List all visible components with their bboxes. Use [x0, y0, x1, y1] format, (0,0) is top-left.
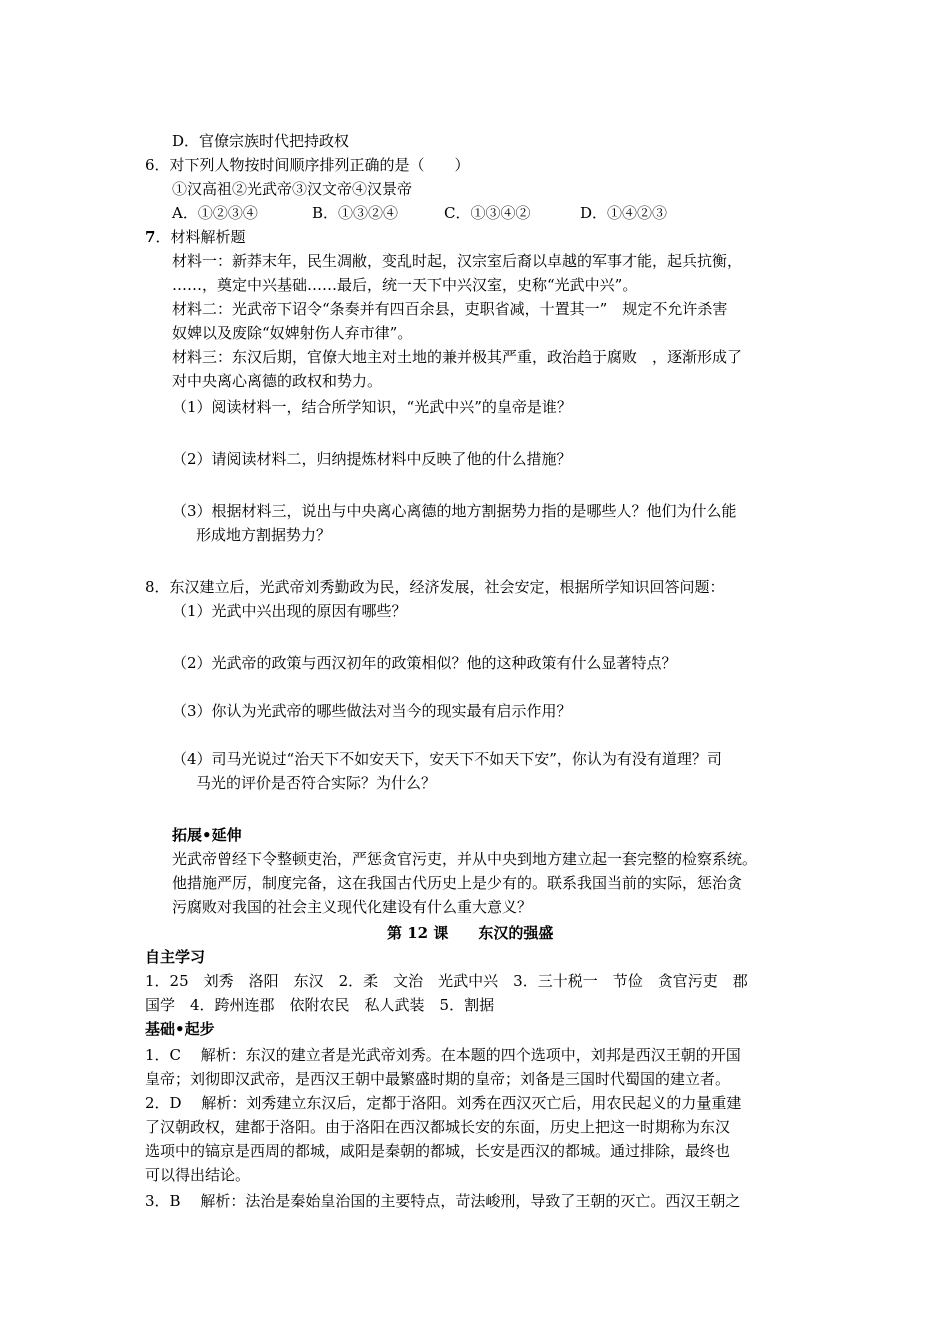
basic-line-4: 了汉朝政权，建都于洛阳。由于洛阳在西汉都城长安的东面，历史上把这一时期称为东汉 [145, 1118, 731, 1136]
q8-subquestion-4-line-2: 马光的评价是否符合实际？为什么？ [196, 774, 437, 792]
q7-title: ．材料解析题 [155, 228, 246, 246]
q7-material-2-line-1: 材料二：光武帝下诏令“条奏并有四百余县，吏职省减，十置其一” 规定不允许杀害 [172, 300, 728, 318]
basic-heading: 基础•起步 [145, 1020, 215, 1038]
extension-line-3: 污腐败对我国的社会主义现代化建设有什么重大意义？ [172, 898, 533, 916]
q7-subquestion-1: （1）阅读材料一，结合所学知识，“光武中兴”的皇帝是谁？ [172, 398, 572, 416]
basic-line-1: 1．C 解析：东汉的建立者是光武帝刘秀。在本题的四个选项中，刘邦是西汉王朝的开国 [145, 1046, 741, 1064]
self-study-heading: 自主学习 [145, 948, 206, 966]
extension-line-2: 他措施严厉，制度完备，这在我国古代历史上是少有的。联系我国当前的实际，惩治贪 [172, 874, 743, 892]
q8-subquestion-4-line-1: （4）司马光说过“治天下不如安天下，安天下不如天下安”，你认为有没有道理？司 [172, 750, 722, 768]
q7-material-1-line-1: 材料一：新莽末年，民生凋敝，变乱时起，汉宗室后裔以卓越的军事才能，起兵抗衡， [172, 252, 743, 270]
q7-number: 7 [145, 228, 156, 246]
q7-material-3-line-1: 材料三：东汉后期，官僚大地主对土地的兼并极其严重，政治趋于腐败 ，逐渐形成了 [172, 348, 743, 366]
q6-option-a: A．①②③④ [172, 204, 258, 222]
basic-line-3: 2．D 解析：刘秀建立东汉后，定都于洛阳。刘秀在西汉灭亡后，用农民起义的力量重建 [145, 1094, 742, 1112]
q5-option-d: D．官僚宗族时代把持政权 [172, 132, 350, 150]
q7-subquestion-3-line-2: 形成地方割据势力？ [196, 526, 332, 544]
self-study-line-2: 国学 4．跨州连郡 依附农民 私人武装 5．割据 [145, 996, 495, 1014]
basic-line-7: 3．B 解析：法治是秦始皇治国的主要特点，苛法峻刑，导致了王朝的灭亡。西汉王朝之 [145, 1192, 741, 1210]
extension-line-1: 光武帝曾经下令整顿吏治，严惩贪官污吏，并从中央到地方建立起一套完整的检察系统。 [172, 850, 758, 868]
q7-heading [145, 226, 245, 248]
q6-stem: 6．对下列人物按时间顺序排列正确的是（ ） [145, 156, 470, 174]
q7-material-2-line-2: 奴婢以及废除“奴婢射伤人弃市律”。 [172, 324, 413, 342]
q6-option-d: D．①④②③ [580, 204, 668, 222]
q7-subquestion-3-line-1: （3）根据材料三，说出与中央离心离德的地方割据势力指的是哪些人？他们为什么能 [172, 502, 737, 520]
q8-subquestion-2: （2）光武帝的政策与西汉初年的政策相似？他的这种政策有什么显著特点？ [172, 654, 677, 672]
q8-subquestion-1: （1）光武中兴出现的原因有哪些？ [172, 602, 407, 620]
basic-line-6: 可以得出结论。 [145, 1166, 251, 1184]
basic-line-5: 选项中的镐京是西周的都城，咸阳是秦朝的都城，长安是西汉的都城。通过排除，最终也 [145, 1142, 731, 1160]
q7-material-1-line-2: ……，奠定中兴基础……最后，统一天下中兴汉室，史称“光武中兴”。 [172, 276, 638, 294]
q6-items: ①汉高祖②光武帝③汉文帝④汉景帝 [172, 180, 413, 198]
basic-line-2: 皇帝；刘彻即汉武帝，是西汉王朝中最繁盛时期的皇帝；刘备是三国时代蜀国的建立者。 [145, 1070, 731, 1088]
q7-material-3-line-2: 对中央离心离德的政权和势力。 [172, 372, 383, 390]
q7-subquestion-2: （2）请阅读材料二，归纳提炼材料中反映了他的什么措施？ [172, 450, 572, 468]
q6-option-b: B．①③②④ [312, 204, 399, 222]
extension-heading: 拓展•延伸 [172, 826, 242, 844]
q8-subquestion-3: （3）你认为光武帝的哪些做法对当今的现实最有启示作用？ [172, 702, 572, 720]
lesson-title: 第 12 课 东汉的强盛 [387, 924, 554, 942]
q8-stem: 8．东汉建立后，光武帝刘秀勤政为民，经济发展，社会安定，根据所学知识回答问题： [145, 578, 725, 596]
self-study-line-1: 1．25 刘秀 洛阳 东汉 2．柔 文治 光武中兴 3．三十税一 节俭 贪官污吏 郡 [145, 972, 748, 990]
q6-option-c: C．①③④② [444, 204, 531, 222]
